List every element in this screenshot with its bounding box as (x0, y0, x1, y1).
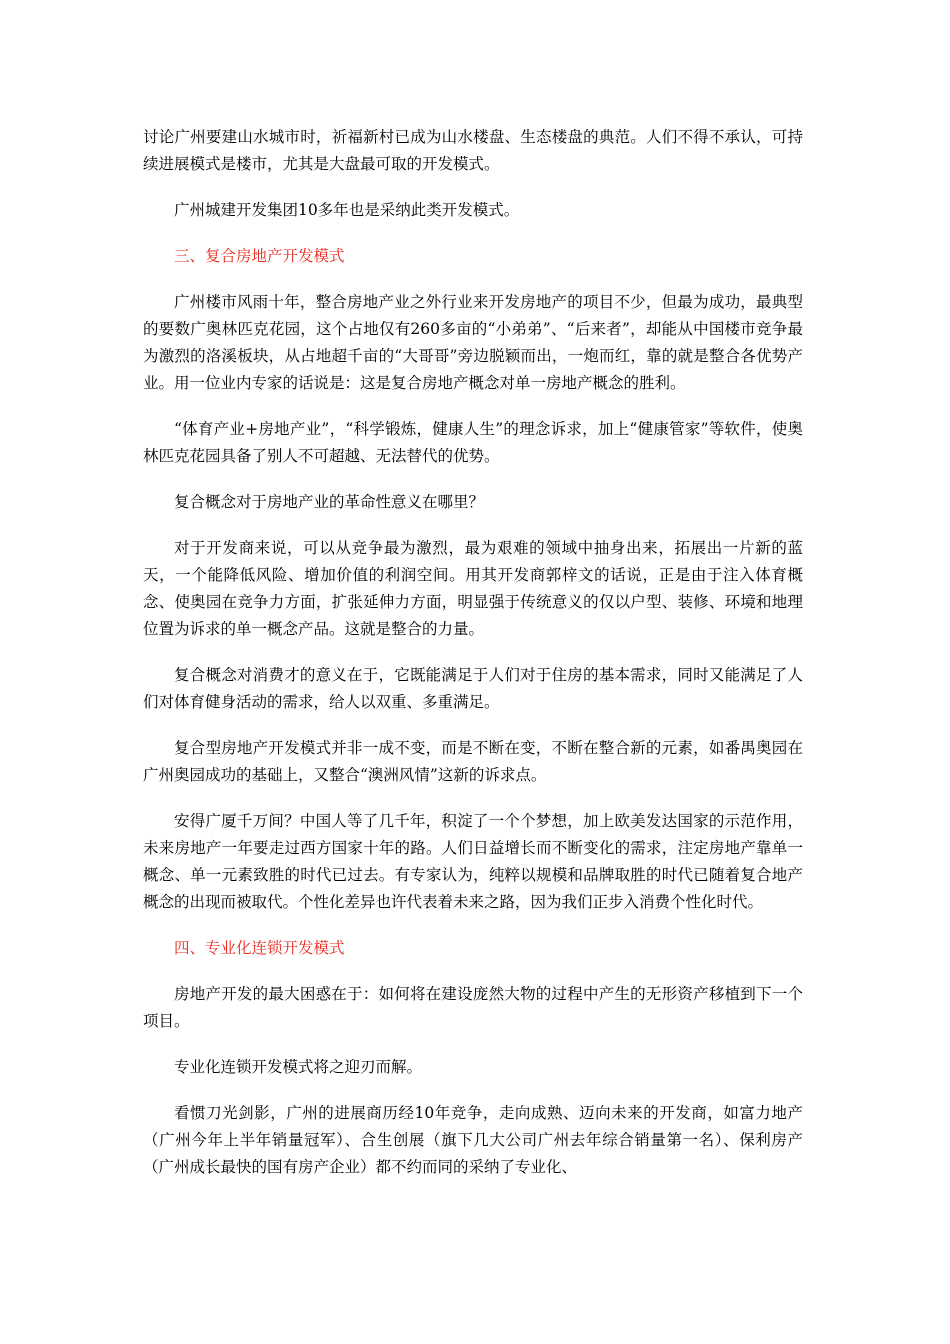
document-body (143, 124, 803, 1200)
paragraph: 房地产开发的最大困惑在于：如何将在建设庞然大物的过程中产生的无形资产移植到下一个项目。 (143, 985, 803, 1030)
paragraph: 复合型房地产开发模式并非一成不变，而是不断在变，不断在整合新的元素，如番禺奥园在广州奥园成功的基础上，又整合“澳洲风情”这新的诉求点。 (143, 739, 803, 784)
paragraph-continuation: 讨论广州要建山水城市时，祈福新村已成为山水楼盘、生态楼盘的典范。人们不得不承认，可持续进展模式是楼市，尤其是大盘最可取的开发模式。 (143, 128, 803, 173)
section-heading-3: 三、复合房地产开发模式 (174, 247, 345, 265)
paragraph: 复合概念对于房地产业的革命性意义在哪里？ (174, 493, 485, 511)
paragraph: 复合概念对消费才的意义在于，它既能满足于人们对于住房的基本需求，同时又能满足了人们对体育健身活动的需求，给人以双重、多重满足。 (143, 666, 803, 711)
paragraph: 对于开发商来说，可以从竞争最为激烈，最为艰难的领域中抽身出来，拓展出一片新的蓝天，一个能降低风险、增加价值的利润空间。用其开发商郭梓文的话说，正是由于注入体育概念、使奥园在竞争力方面，扩张延伸力方面，明显强于传统意义的仅以户型、装修、环境和地理位置为诉求的单一概念产品。这就是整合的力量。 (143, 539, 803, 638)
paragraph: 广州楼市风雨十年，整合房地产业之外行业来开发房地产的项目不少，但最为成功，最典型的要数广奥林匹克花园，这个占地仅有260多亩的“小弟弟”、“后来者”，却能从中国楼市竞争最为激烈的洛溪板块，从占地超千亩的“大哥哥”旁边脱颖而出，一炮而红，靠的就是整合各优势产业。用一位业内专家的话说是：这是复合房地产概念对单一房地产概念的胜利。 (143, 293, 803, 392)
paragraph: 广州城建开发集团10多年也是采纳此类开发模式。 (174, 201, 520, 219)
paragraph: 安得广厦千万间？中国人等了几千年，积淀了一个个梦想，加上欧美发达国家的示范作用，未来房地产一年要走过西方国家十年的路。人们日益增长而不断变化的需求，注定房地产靠单一概念、单一元素致胜的时代已过去。有专家认为，纯粹以规模和品牌取胜的时代已随着复合地产概念的出现而被取代。个性化差异也许代表着未来之路，因为我们正步入消费个性化时代。 (143, 812, 803, 911)
paragraph: “体育产业+房地产业”，“科学锻炼，健康人生”的理念诉求，加上“健康管家”等软件，使奥林匹克花园具备了别人不可超越、无法替代的优势。 (143, 420, 803, 465)
paragraph: 专业化连锁开发模式将之迎刃而解。 (174, 1058, 423, 1076)
section-heading-4: 四、专业化连锁开发模式 (174, 939, 345, 957)
paragraph: 看惯刀光剑影，广州的进展商历经10年竞争，走向成熟、迈向未来的开发商，如富力地产（广州今年上半年销量冠军）、合生创展（旗下几大公司广州去年综合销量第一名）、保利房产（广州成长最快的国有房产企业）都不约而同的采纳了专业化、 (143, 1104, 803, 1176)
